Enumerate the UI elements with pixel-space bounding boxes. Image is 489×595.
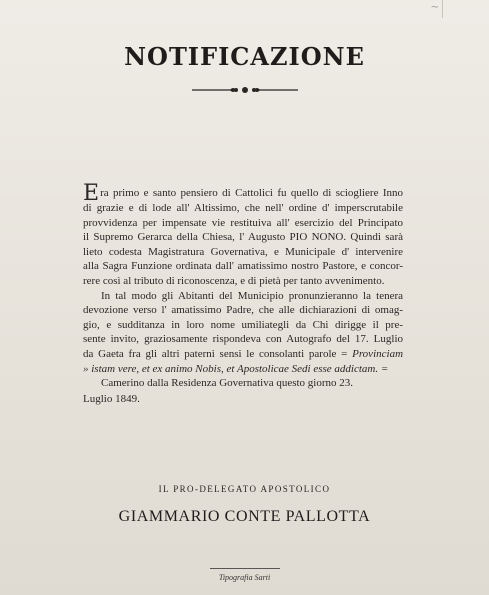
ornament-divider bbox=[190, 84, 300, 96]
body-line-3: provvidenza per impensate vie restituiva all' esercizio del Principato bbox=[83, 216, 403, 229]
body-line-10: gio, e sudditanza in loro nome umiliategli da Chi dirigge il pre- bbox=[83, 318, 403, 331]
latin-quote-start: Provinciam bbox=[352, 347, 404, 360]
body-line-6: alla Sagra Funzione ordinata dall' amatissimo nostro Pastore, e concor- bbox=[83, 260, 403, 273]
latin-quote-line: » istam vere, et ex animo Nobis, et Apostolicae Sedi esse addictam. = bbox=[83, 362, 389, 375]
paper-crease bbox=[442, 0, 443, 18]
printer-imprint: Tipografia Sarti bbox=[218, 573, 271, 582]
notice-body bbox=[83, 181, 404, 406]
drop-cap: E bbox=[83, 181, 100, 206]
body-line-5: lieto codesta Magistratura Governativa, e Municipale d' intervenire bbox=[83, 245, 403, 258]
body-line-2: di grazie e di lode all' Altissimo, che nell' ordine d' imperscrutabile bbox=[83, 202, 403, 214]
body-line-8: In tal modo gli Abitanti del Municipio pronunzieranno la tenera bbox=[101, 289, 403, 302]
body-line-9: devozione verso l' amatissimo Padre, che alle dichiarazioni di omag- bbox=[83, 304, 403, 317]
signatory-name: GIAMMARIO CONTE PALLOTTA bbox=[118, 508, 371, 525]
body-line-11: sente invito, graziosamente rispondeva con Autografo del 17. Luglio bbox=[83, 333, 403, 346]
closing-line: Camerino dalla Residenza Governativa questo giorno 23. bbox=[101, 377, 354, 390]
body-line-12: da Gaeta fra gli altri paterni sensi le consolanti parole = Provinciam bbox=[83, 347, 404, 360]
document-title: NOTIFICAZIONE bbox=[124, 42, 365, 71]
date-line: Luglio 1849. bbox=[83, 392, 140, 405]
body-line-1: Era primo e santo pensiero di Cattolici fu quello di sciogliere Inno bbox=[83, 181, 403, 206]
printer-rule bbox=[210, 568, 280, 569]
body-line-7: rere così al tributo di riconoscenza, e di pietà per tanto avvenimento. bbox=[83, 274, 385, 287]
corner-mark: ~ bbox=[430, 2, 439, 13]
body-line-4: il Supremo Gerarca della Chiesa, l' Augusto PIO NONO. Quindi sarà bbox=[83, 231, 403, 244]
signatory-office: IL PRO-DELEGATO APOSTOLICO bbox=[158, 484, 331, 494]
